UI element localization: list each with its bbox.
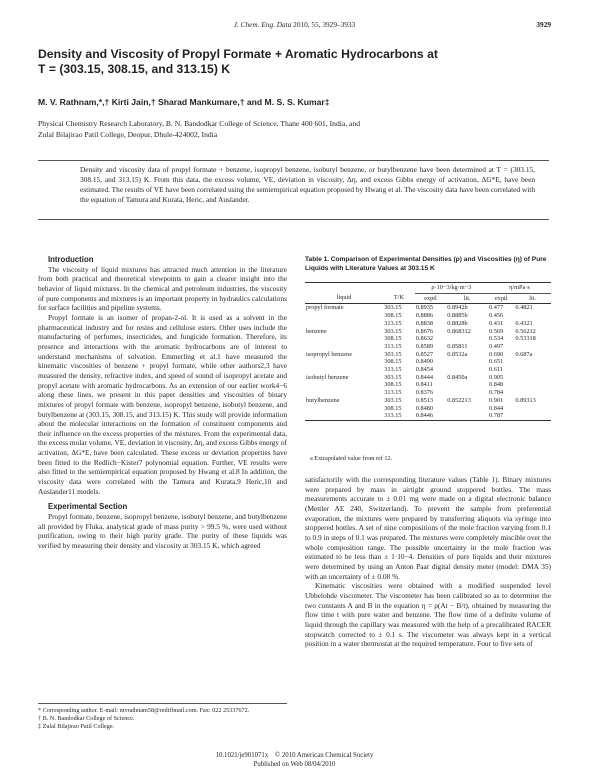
cell-temperature: 313.15 <box>384 319 402 327</box>
cell-temperature: 313.15 <box>384 412 402 420</box>
table-column-header-row <box>305 293 551 304</box>
table-row <box>305 358 551 366</box>
cell-liquid <box>305 412 383 420</box>
cell-density-exptl: 0.8454 <box>415 366 434 374</box>
cell-density-exptl: 0.8490 <box>415 358 434 366</box>
cell-liquid <box>305 335 383 343</box>
table-group-header-row <box>305 283 551 294</box>
data-table <box>305 282 551 421</box>
cell-liquid <box>305 358 383 366</box>
experimental-continuation: satisfactorily with the corresponding literature values (Table 1). Binary mixtures were prepared by mass in airtight ground stoppered bottles. The mass measurements accurate to ± 0.01 mg were made on a digital electronic balance (Mettler AE 240, Switzerland). To prevent the sample from preferential evaporation, the mixtures were prepared by transferring aliquots via syringe into stoppered bottles. A set of nine compositions of the mole fraction varying from 0.1 to 0.9 in steps of 0.1 was prepared. The mixtures were completely miscible over the whole composition range. The possible uncertainty in the mole fraction was estimated to be less than ± 1·10−4. Densities of pure liquids and their mixtures were determined by using an Anton Paar digital density meter (model: DMA 35) with an uncertainty of ± 0.08 %. <box>305 475 552 581</box>
table-row <box>305 405 551 413</box>
cell-liquid: isobutyl benzene <box>306 373 349 381</box>
cell-density-exptl: 0.8446 <box>415 412 434 420</box>
cell-density-lit: 0.852213 <box>447 396 471 404</box>
cell-density-lit: 0.8532a <box>447 350 468 358</box>
cell-viscosity-exptl: 0.611 <box>489 366 503 374</box>
introduction-heading: Introduction <box>48 255 94 264</box>
footnotes <box>38 703 287 731</box>
footnote-double-dagger: ‡ Zulal Bilajirao Patil College. <box>38 723 115 730</box>
cell-density-exptl: 0.8838 <box>415 319 434 327</box>
footnote-corresponding-author: * Corresponding author. E-mail: mvrathnam58@rediffmail.com. Fax: 022 25337672. <box>38 707 250 714</box>
cell-density-exptl: 0.8632 <box>415 335 434 343</box>
cell-liquid: butylbenzene <box>306 396 340 404</box>
cell-liquid <box>305 343 383 351</box>
cell-viscosity-lit: 0.53318 <box>515 335 536 343</box>
cell-liquid <box>305 389 383 397</box>
cell-viscosity-exptl: 0.787 <box>489 412 504 420</box>
table-row <box>305 397 551 405</box>
cell-viscosity-lit <box>514 312 551 320</box>
journal-name: J. Chem. Eng. Data <box>233 20 292 29</box>
cell-temperature: 308.15 <box>384 381 402 389</box>
cell-density-lit: 0.8885b <box>447 312 468 320</box>
page-footer <box>0 752 589 769</box>
cell-viscosity-exptl: 0.431 <box>489 319 504 327</box>
table-group-spacer <box>305 283 383 294</box>
column-header-density-lit: lit. <box>446 293 488 304</box>
doi: 10.1021/je901071x <box>215 752 269 759</box>
table-row <box>305 366 551 374</box>
cell-liquid <box>305 381 383 389</box>
cell-density-exptl: 0.8935 <box>415 304 434 312</box>
cell-viscosity-exptl: 0.534 <box>489 335 504 343</box>
cell-viscosity-lit <box>514 381 551 389</box>
cell-liquid <box>305 366 383 374</box>
table-caption-text: Comparison of Experimental Densities (ρ) and Viscosities (η) of Pure Liquids with Literature Values at 303.15 K <box>305 256 547 272</box>
cell-viscosity-lit: 0.4821 <box>515 304 533 312</box>
cell-density-exptl: 0.8411 <box>415 381 433 389</box>
table-caption-label: Table 1. <box>305 256 330 263</box>
affiliations <box>38 118 558 140</box>
experimental-paragraph-2: Kinematic viscosities were obtained with a modified suspended level Ubbelohde viscometer. The viscometer has been calibrated so as to determine the two constants A and B in the equation η = ρ(At − B/t), obtained by measuring the flow time t with pure water and benzene. The flow time of a definite volume of liquid through the capillary was measured with the help of a precalibrated RACER stopwatch corrected to ± 0.1 s. The viscometer was always kept in a vertical position in a water thermostat at the required temperature. Four to five sets of <box>305 581 551 649</box>
cell-liquid <box>305 405 383 413</box>
abstract: Density and viscosity data of propyl formate + benzene, isopropyl benzene, isobutyl benzene, or butylbenzene have been determined at T = (303.15, 308.15, and 313.15) K. From this data, the excess volume, VE, deviation in viscosity, Δη, and excess Gibbs energy of activation, ΔG*E, have been estimated. The results of VE have been correlated using the semiempirical equation proposed by Hwang et al. The viscosity data have been correlated with the equation of Tamura and Kurata, Heric, and Auslander. <box>80 165 535 204</box>
cell-liquid: isopropyl benzene <box>306 350 352 358</box>
cell-temperature: 303.15 <box>384 396 402 404</box>
cell-density-lit: 0.868312 <box>447 327 471 335</box>
table-row <box>305 312 551 320</box>
cell-density-lit <box>446 405 488 413</box>
cell-density-exptl: 0.8676 <box>415 327 434 335</box>
left-column <box>38 255 287 551</box>
column-header-temperature: T/K <box>383 293 415 304</box>
table-group-spacer-2 <box>383 283 415 294</box>
intro-paragraph-2: Propyl formate is an isomer of propan-2-ol. It is used as a solvent in the pharmaceutical industry and for resins and cellulose esters. Other uses include the manufacturing of perfumes, insecticides, and fungicide formation. Therefore, its presence and interactions with the aromatic hydrocarbons are of interest to understand mechanisms of solvation. Emmerling et al.1 have measured the kinematic viscosities of benzene + propyl formate, while other authors2,3 have measured the density, refractive index, and speed of sound of isopropyl acetate and propyl acetate with aromatic hydrocarbons. As an extension of our earlier work4−6 along these lines, we present in this paper densities and viscosities of binary mixtures of propyl formate with benzene, isopropyl benzene, isobutyl benzene, and butylbenzene at (303.15, 308.15, and 313.15) K. This study will provide information about the molecular interactions on the formation of constituent components and their influence on the excess properties of the mixtures. From the experimental data, the excess molar volume, VE, deviation in viscosity, Δη, and excess Gibbs energy of activation, ΔG*E, have been calculated. These excess or deviation properties have been fitted to the Redlich−Kister7 polynomial equation. Further, VE results were also fitted to the semiempirical equation proposed by Hwang et al.8 In addition, the viscosity data were correlated with the Tamura and Kurata,9 Heric,10 and Auslander11 models. <box>38 312 287 496</box>
footnote-dagger: † B. N. Bandodkar College of Science. <box>38 715 135 722</box>
viscosity-group-header: η/mPa·s <box>488 283 551 294</box>
cell-viscosity-exptl: 0.651 <box>489 358 504 366</box>
cell-density-lit: 0.8942b <box>447 304 468 312</box>
cell-viscosity-exptl: 0.690 <box>489 350 504 358</box>
table-caption <box>305 256 551 273</box>
cell-temperature: 308.15 <box>384 335 402 343</box>
cell-density-lit <box>446 366 488 374</box>
cell-density-lit <box>446 358 488 366</box>
cell-temperature: 303.15 <box>384 350 402 358</box>
cell-density-exptl: 0.8886 <box>415 312 434 320</box>
cell-density-lit: 0.85811 <box>447 342 468 350</box>
cell-temperature: 308.15 <box>384 404 402 412</box>
journal-year: 2010, <box>293 20 310 29</box>
cell-density-lit <box>446 381 488 389</box>
cell-viscosity-exptl: 0.569 <box>489 327 504 335</box>
table-row <box>305 320 551 328</box>
table-row <box>305 351 551 359</box>
cell-temperature: 313.15 <box>384 342 402 350</box>
cell-viscosity-exptl: 0.784 <box>489 389 504 397</box>
column-header-viscosity-exptl: exptl <box>488 293 514 304</box>
right-column-text <box>305 475 551 649</box>
cell-viscosity-exptl: 0.456 <box>489 312 504 320</box>
cell-viscosity-lit <box>514 366 551 374</box>
cell-viscosity-exptl: 0.848 <box>489 381 504 389</box>
cell-viscosity-lit: 0.4321 <box>515 319 533 327</box>
density-group-header: ρ·10−3/kg·m−3 <box>415 283 488 294</box>
experimental-paragraph-1: Propyl formate, benzene, isopropyl benzene, isobutyl benzene, and butylbenzene all provided by Fluka, analytical grade of mass purity > 99.5 %, were used without purification, owing to their high purity grade. The purity of these liquids was verified by measuring their density and viscosity at 303.15 K, which agreed <box>38 512 287 551</box>
cell-density-exptl: 0.8480 <box>415 404 434 412</box>
publication-date: Published on Web 08/04/2010 <box>253 760 336 768</box>
cell-viscosity-lit <box>514 389 551 397</box>
cell-temperature: 313.15 <box>384 389 402 397</box>
cell-liquid <box>305 320 383 328</box>
table-row <box>305 412 551 420</box>
cell-density-exptl: 0.8513 <box>415 396 434 404</box>
cell-temperature: 308.15 <box>384 312 402 320</box>
cell-density-exptl: 0.8376 <box>415 389 434 397</box>
cell-density-lit <box>446 389 488 397</box>
table-row <box>305 389 551 397</box>
running-header <box>38 20 551 30</box>
cell-viscosity-exptl: 0.905 <box>489 373 504 381</box>
copyright: © 2010 American Chemical Society <box>275 752 374 759</box>
cell-viscosity-lit <box>514 412 551 420</box>
cell-density-exptl: 0.8589 <box>415 342 434 350</box>
cell-viscosity-exptl: 0.497 <box>489 342 504 350</box>
cell-viscosity-exptl: 0.477 <box>489 304 504 312</box>
cell-viscosity-exptl: 0.901 <box>489 396 504 404</box>
table-row <box>305 304 551 312</box>
cell-viscosity-lit: 0.56212 <box>515 327 536 335</box>
cell-liquid <box>305 312 383 320</box>
cell-liquid: benzene <box>306 327 327 335</box>
cell-temperature: 313.15 <box>384 366 402 374</box>
cell-viscosity-lit <box>514 405 551 413</box>
table-row <box>305 335 551 343</box>
cell-viscosity-lit <box>514 374 551 382</box>
cell-temperature: 308.15 <box>384 358 402 366</box>
affiliation-line-2: Zulal Bilajirao Patil College, Deopur, Dhule-424002, India <box>38 130 218 139</box>
author-list: M. V. Rathnam,*,† Kirti Jain,† Sharad Mankumare,† and M. S. S. Kumar‡ <box>38 97 330 107</box>
experimental-heading: Experimental Section <box>48 502 128 512</box>
cell-density-exptl: 0.8444 <box>415 373 434 381</box>
journal-volume-pages: 55, 3929–3933 <box>311 20 356 29</box>
column-header-viscosity-lit: lit. <box>514 293 551 304</box>
page-number: 3929 <box>536 20 551 29</box>
column-header-liquid: liquid <box>305 293 383 304</box>
cell-temperature: 303.15 <box>384 373 402 381</box>
journal-citation <box>38 20 551 29</box>
cell-density-lit <box>446 335 488 343</box>
title-line-1: Density and Viscosity of Propyl Formate + Aromatic Hydrocarbons at <box>38 47 438 61</box>
table-row <box>305 328 551 336</box>
cell-temperature: 303.15 <box>384 327 402 335</box>
column-header-density-exptl: exptl <box>415 293 447 304</box>
affiliation-line-1: Physical Chemistry Research Laboratory, B. N. Bandodkar College of Science, Thane 400 601, India, and <box>38 119 361 128</box>
footer-line-1 <box>0 752 589 761</box>
table-row <box>305 343 551 351</box>
cell-density-exptl: 0.8527 <box>415 350 434 358</box>
title-line-2: T = (303.15, 308.15, and 313.15) K <box>38 62 231 76</box>
table-row <box>305 381 551 389</box>
cell-viscosity-lit <box>514 343 551 351</box>
table-body <box>305 304 551 421</box>
table-row <box>305 374 551 382</box>
cell-density-lit: 0.8450a <box>447 373 468 381</box>
cell-viscosity-lit: 0.687a <box>515 350 533 358</box>
cell-liquid: propyl formate <box>306 304 344 312</box>
table-footnote: a Extrapolated value from ref 12. <box>310 455 393 462</box>
cell-viscosity-lit: 0.89313 <box>515 396 536 404</box>
cell-density-lit <box>446 412 488 420</box>
cell-density-lit: 0.8828b <box>447 319 468 327</box>
cell-viscosity-exptl: 0.844 <box>489 404 504 412</box>
cell-viscosity-lit <box>514 358 551 366</box>
article-title <box>38 47 548 77</box>
intro-paragraph-1: The viscosity of liquid mixtures has attracted much attention in the literature from both practical and theoretical viewpoints to gain a clearer insight into the behavior of liquid mixtures. In the chemical and petroleum industries, the viscosity of pure components and mixtures is an important property in hydraulics calculations for surface facilities and pipeline systems. <box>38 264 287 313</box>
cell-temperature: 303.15 <box>384 304 402 312</box>
